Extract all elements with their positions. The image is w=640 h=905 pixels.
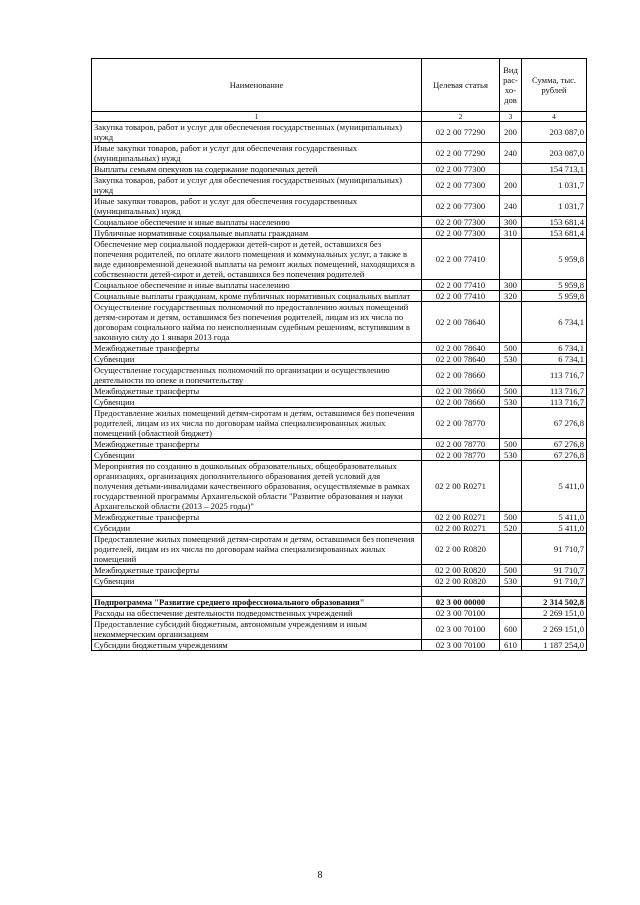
row-type: 500 xyxy=(500,512,522,523)
row-name: Осуществление государственных полномочий по предоставлению жилых помещений детям-сиротам и детям, оставшимся без попечения родителей, лицам из их числа по договорам социального найма по неисполненным судебным решениям, вступившим в законную силу до 1 января 2013 года xyxy=(92,302,422,343)
row-type: 600 xyxy=(500,619,522,640)
row-sum: 67 276,8 xyxy=(522,439,587,450)
row-code: 02 2 00 77410 xyxy=(422,239,500,280)
row-code: 02 3 00 70100 xyxy=(422,608,500,619)
row-code: 02 2 00 R0271 xyxy=(422,523,500,534)
row-sum: 5 959,8 xyxy=(522,291,587,302)
row-type: 240 xyxy=(500,196,522,217)
table-row xyxy=(92,597,587,608)
row-sum xyxy=(522,587,587,597)
row-name: Межбюджетные трансферты xyxy=(92,386,422,397)
table-row xyxy=(92,164,587,175)
row-sum: 5 411,0 xyxy=(522,512,587,523)
row-type: 530 xyxy=(500,576,522,587)
row-name: Социальные выплаты гражданам, кроме публичных нормативных социальных выплат xyxy=(92,291,422,302)
header-code: Целевая статья xyxy=(422,59,500,112)
row-sum: 91 710,7 xyxy=(522,534,587,565)
table-row xyxy=(92,397,587,408)
row-name: Предоставление субсидий бюджетным, автономным учреждениям и иным некоммерческим организациям xyxy=(92,619,422,640)
row-sum: 5 959,8 xyxy=(522,280,587,291)
row-sum: 113 716,7 xyxy=(522,397,587,408)
table-row xyxy=(92,512,587,523)
row-code: 02 2 00 77290 xyxy=(422,122,500,143)
row-type: 200 xyxy=(500,122,522,143)
budget-table xyxy=(91,58,587,651)
row-code: 02 2 00 77410 xyxy=(422,280,500,291)
table-row xyxy=(92,619,587,640)
row-code: 02 2 00 78640 xyxy=(422,354,500,365)
row-name: Расходы на обеспечение деятельности подведомственных учреждений xyxy=(92,608,422,619)
row-type: 320 xyxy=(500,291,522,302)
row-type: 300 xyxy=(500,280,522,291)
row-name: Социальное обеспечение и иные выплаты населению xyxy=(92,217,422,228)
table-row xyxy=(92,239,587,280)
row-sum: 1 187 254,0 xyxy=(522,640,587,651)
row-code: 02 2 00 77300 xyxy=(422,228,500,239)
row-code xyxy=(422,587,500,597)
row-sum: 153 681,4 xyxy=(522,217,587,228)
row-code: 02 2 00 R0820 xyxy=(422,534,500,565)
table-row xyxy=(92,534,587,565)
row-code: 02 3 00 70100 xyxy=(422,640,500,651)
row-code: 02 2 00 77300 xyxy=(422,196,500,217)
row-name: Мероприятия по созданию в дошкольных образовательных, общеобразовательных организациях, организациях дополнительного образования детей условий для получения детьми-инвалидами качественного образования, осуществляемые в рамках государственной программы Архангельской области "Развитие образования и науки Архангельской области (2013 – 2025 годы)" xyxy=(92,461,422,512)
row-name: Субвенции xyxy=(92,450,422,461)
row-code: 02 2 00 77410 xyxy=(422,291,500,302)
row-name: Субсидии бюджетным учреждениям xyxy=(92,640,422,651)
row-type: 530 xyxy=(500,450,522,461)
row-name xyxy=(92,587,422,597)
row-type xyxy=(500,597,522,608)
header-sum: Сумма, тыс. рублей xyxy=(522,59,587,112)
row-code: 02 2 00 78770 xyxy=(422,408,500,439)
table-row xyxy=(92,408,587,439)
col-number: 1 xyxy=(92,112,422,122)
header-name: Наименование xyxy=(92,59,422,112)
row-code: 02 2 00 78660 xyxy=(422,386,500,397)
row-type xyxy=(500,164,522,175)
header-row xyxy=(92,59,587,112)
row-code: 02 2 00 78640 xyxy=(422,343,500,354)
table-row xyxy=(92,343,587,354)
table-row xyxy=(92,386,587,397)
row-code: 02 2 00 78660 xyxy=(422,365,500,386)
table-row xyxy=(92,196,587,217)
table-row xyxy=(92,576,587,587)
table-row xyxy=(92,523,587,534)
row-sum: 2 314 502,8 xyxy=(522,597,587,608)
row-sum: 6 734,1 xyxy=(522,354,587,365)
row-name: Межбюджетные трансферты xyxy=(92,439,422,450)
table-row xyxy=(92,291,587,302)
row-type: 530 xyxy=(500,354,522,365)
row-type: 500 xyxy=(500,343,522,354)
row-sum: 113 716,7 xyxy=(522,365,587,386)
row-name: Субвенции xyxy=(92,354,422,365)
row-type xyxy=(500,461,522,512)
row-type: 500 xyxy=(500,565,522,576)
col-number: 3 xyxy=(500,112,522,122)
row-sum: 5 411,0 xyxy=(522,461,587,512)
table-row xyxy=(92,640,587,651)
row-type: 310 xyxy=(500,228,522,239)
row-name: Выплаты семьям опекунов на содержание подопечных детей xyxy=(92,164,422,175)
table-row xyxy=(92,608,587,619)
table-row xyxy=(92,280,587,291)
table-row xyxy=(92,587,587,597)
row-sum: 2 269 151,0 xyxy=(522,619,587,640)
row-type xyxy=(500,534,522,565)
row-name: Закупка товаров, работ и услуг для обеспечения государственных (муниципальных) нужд xyxy=(92,122,422,143)
row-type xyxy=(500,408,522,439)
row-code: 02 2 00 78770 xyxy=(422,439,500,450)
table-row xyxy=(92,122,587,143)
row-name: Межбюджетные трансферты xyxy=(92,343,422,354)
row-name: Субвенции xyxy=(92,576,422,587)
row-sum: 2 269 151,0 xyxy=(522,608,587,619)
row-name: Предоставление жилых помещений детям-сиротам и детям, оставшимся без попечения родителей, лицам из их числа по договорам найма специализированных жилых помещений xyxy=(92,534,422,565)
table-row xyxy=(92,143,587,164)
row-name: Обеспечение мер социальной поддержки детей-сирот и детей, оставшихся без попечения родителей, по оплате жилого помещения и коммунальных услуг, а также в виде единовременной денежной выплаты на ремонт жилых помещений, находящихся в собственности детей-сирот и детей, оставшихся без попечения родителей xyxy=(92,239,422,280)
row-sum: 6 734,1 xyxy=(522,302,587,343)
col-number: 2 xyxy=(422,112,500,122)
table-row xyxy=(92,228,587,239)
row-name: Подпрограмма "Развитие среднего профессионального образования" xyxy=(92,597,422,608)
row-type: 500 xyxy=(500,386,522,397)
row-name: Межбюджетные трансферты xyxy=(92,512,422,523)
row-name: Иные закупки товаров, работ и услуг для обеспечения государственных (муниципальных) нужд xyxy=(92,196,422,217)
row-type: 610 xyxy=(500,640,522,651)
row-type: 300 xyxy=(500,217,522,228)
row-sum: 203 087,0 xyxy=(522,122,587,143)
table-row xyxy=(92,217,587,228)
table-row xyxy=(92,175,587,196)
row-code: 02 2 00 78640 xyxy=(422,302,500,343)
row-sum: 1 031,7 xyxy=(522,196,587,217)
row-sum: 67 276,8 xyxy=(522,450,587,461)
row-sum: 5 411,0 xyxy=(522,523,587,534)
row-sum: 91 710,7 xyxy=(522,576,587,587)
row-sum: 1 031,7 xyxy=(522,175,587,196)
row-code: 02 2 00 77300 xyxy=(422,175,500,196)
row-sum: 154 713,1 xyxy=(522,164,587,175)
row-type xyxy=(500,587,522,597)
row-code: 02 3 00 00000 xyxy=(422,597,500,608)
table-row xyxy=(92,439,587,450)
row-code: 02 3 00 70100 xyxy=(422,619,500,640)
row-name: Предоставление жилых помещений детям-сиротам и детям, оставшимся без попечения родителей, лицам из их числа по договорам найма специализированных жилых помещений (областной бюджет) xyxy=(92,408,422,439)
row-sum: 153 681,4 xyxy=(522,228,587,239)
table-row xyxy=(92,365,587,386)
row-type xyxy=(500,302,522,343)
row-type xyxy=(500,239,522,280)
page-number: 8 xyxy=(317,870,323,881)
row-name: Субвенции xyxy=(92,397,422,408)
row-name: Субсидии xyxy=(92,523,422,534)
row-type: 500 xyxy=(500,439,522,450)
row-name: Осуществление государственных полномочий по организации и осуществлению деятельности по опеке и попечительству xyxy=(92,365,422,386)
row-sum: 5 959,8 xyxy=(522,239,587,280)
row-name: Закупка товаров, работ и услуг для обеспечения государственных (муниципальных) нужд xyxy=(92,175,422,196)
row-name: Социальное обеспечение и иные выплаты населению xyxy=(92,280,422,291)
row-type: 240 xyxy=(500,143,522,164)
row-code: 02 2 00 77300 xyxy=(422,217,500,228)
row-code: 02 2 00 R0271 xyxy=(422,512,500,523)
row-code: 02 2 00 R0820 xyxy=(422,565,500,576)
table-row xyxy=(92,565,587,576)
row-type: 520 xyxy=(500,523,522,534)
row-code: 02 2 00 R0271 xyxy=(422,461,500,512)
row-sum: 203 087,0 xyxy=(522,143,587,164)
col-number: 4 xyxy=(522,112,587,122)
row-sum: 113 716,7 xyxy=(522,386,587,397)
row-code: 02 2 00 R0820 xyxy=(422,576,500,587)
row-name: Иные закупки товаров, работ и услуг для обеспечения государственных (муниципальных) нужд xyxy=(92,143,422,164)
row-code: 02 2 00 77300 xyxy=(422,164,500,175)
row-type xyxy=(500,365,522,386)
table-row xyxy=(92,354,587,365)
row-code: 02 2 00 77290 xyxy=(422,143,500,164)
row-name: Публичные нормативные социальные выплаты гражданам xyxy=(92,228,422,239)
table-row xyxy=(92,461,587,512)
row-sum: 6 734,1 xyxy=(522,343,587,354)
row-sum: 67 276,8 xyxy=(522,408,587,439)
row-type: 530 xyxy=(500,397,522,408)
row-type: 200 xyxy=(500,175,522,196)
row-type xyxy=(500,608,522,619)
table-row xyxy=(92,302,587,343)
row-code: 02 2 00 78770 xyxy=(422,450,500,461)
table-row xyxy=(92,450,587,461)
column-number-row xyxy=(92,112,587,122)
row-code: 02 2 00 78660 xyxy=(422,397,500,408)
header-type: Вид рас-хо-дов xyxy=(500,59,522,112)
row-name: Межбюджетные трансферты xyxy=(92,565,422,576)
row-sum: 91 710,7 xyxy=(522,565,587,576)
